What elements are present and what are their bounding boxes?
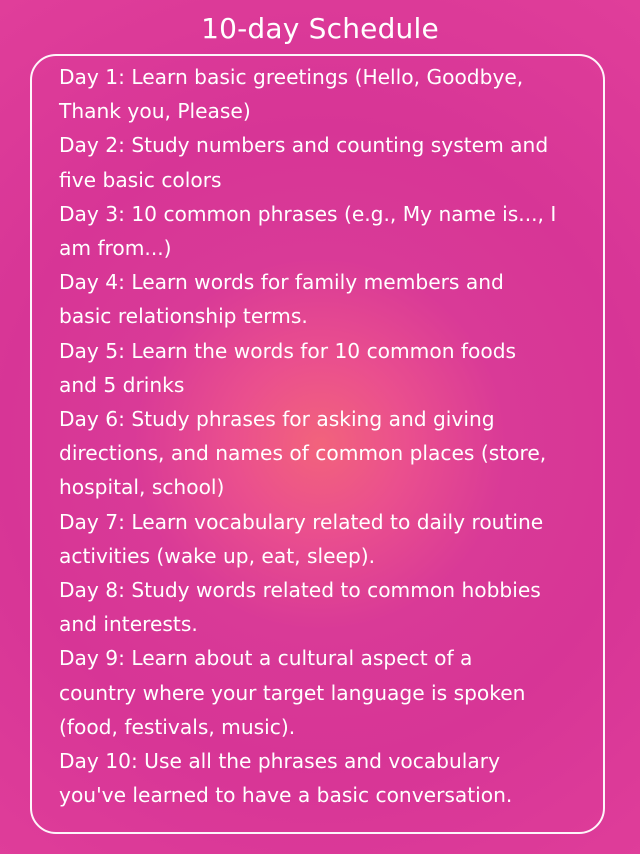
schedule-list <box>59 60 591 812</box>
schedule-day-7: Day 7: Learn vocabulary related to daily routine activities (wake up, eat, sleep). <box>59 509 544 568</box>
schedule-day-9: Day 9: Learn about a cultural aspect of a country where your target language is spoken (food, festivals, music). <box>59 646 526 739</box>
schedule-day-2: Day 2: Study numbers and counting system and five basic colors <box>59 133 549 192</box>
schedule-day-3: Day 3: 10 common phrases (e.g., My name is..., I am from...) <box>59 201 557 261</box>
schedule-day-8: Day 8: Study words related to common hobbies and interests. <box>59 578 541 637</box>
schedule-day-10: Day 10: Use all the phrases and vocabulary you've learned to have a basic conversation. <box>59 749 513 808</box>
schedule-day-6: Day 6: Study phrases for asking and giving directions, and names of common places (store, hospital, school) <box>59 407 547 500</box>
schedule-day-4: Day 4: Learn words for family members and basic relationship terms. <box>59 270 504 329</box>
schedule-day-1: Day 1: Learn basic greetings (Hello, Goodbye, Thank you, Please) <box>59 65 524 124</box>
schedule-day-5: Day 5: Learn the words for 10 common foods and 5 drinks <box>59 338 517 397</box>
page-title: 10-day Schedule <box>201 12 439 45</box>
